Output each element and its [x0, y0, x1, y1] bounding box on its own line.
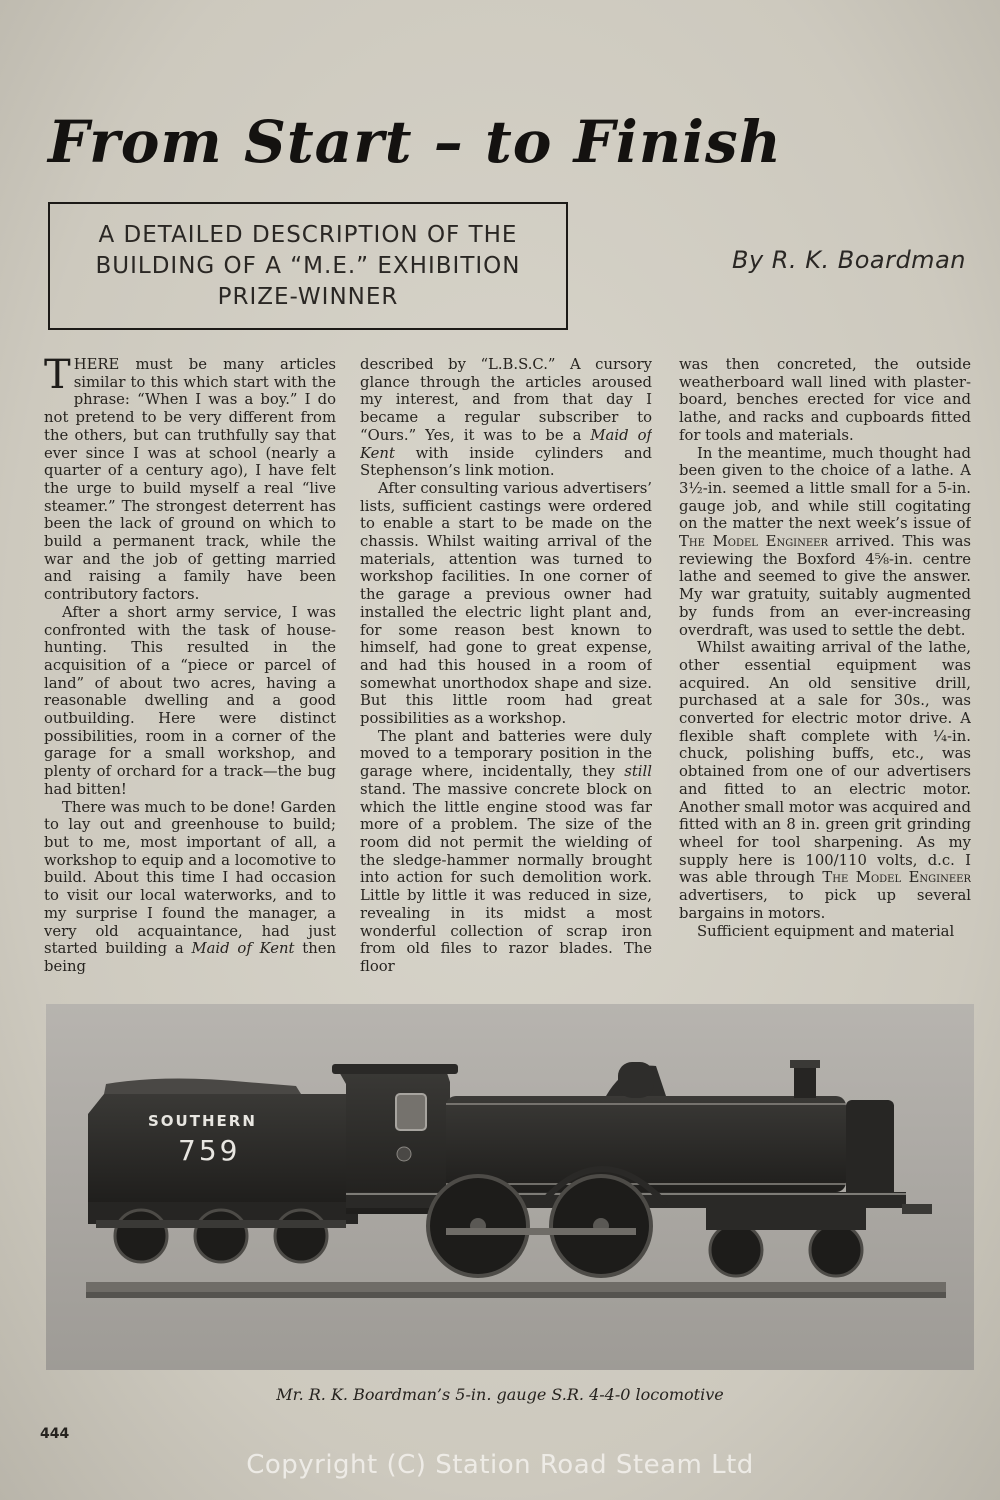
italic-text: still — [624, 763, 652, 781]
paragraph — [44, 356, 336, 604]
tender-number: 759 — [178, 1134, 241, 1167]
page-number: 444 — [40, 1426, 70, 1442]
paragraph — [360, 356, 652, 480]
small-caps-text: The Model Engineer — [822, 869, 971, 887]
paragraph-text: HERE must be many articles similar to this which start with the phrase: “When I was a boy.” I do not pretend to be very different from the others, but can truthfully say that ever since I was at school (nearly a quarter of a century ago), I have felt the urge to build myself a real “live steamer.” The strongest deterrent has been the lack of ground on which to build a permanent track, while the war and the job of getting married and raising a family have been contributory factors. — [44, 356, 336, 604]
tender-lettering: SOUTHERN — [148, 1112, 257, 1130]
paragraph — [679, 639, 971, 922]
rail-base — [86, 1292, 946, 1298]
paragraph-text: In the meantime, much thought had been given to the choice of a lathe. A 3½-in. seemed a little small for a 5-in. gauge job, and while still cogitating on the matter the next week’s issue of — [679, 444, 971, 533]
locomotive-photo — [46, 1004, 974, 1370]
photo-caption: Mr. R. K. Boardman’s 5-in. gauge S.R. 4-4-0 locomotive — [276, 1385, 724, 1404]
locomotive-illustration — [46, 1004, 974, 1370]
article-byline: By R. K. Boardman — [732, 246, 966, 274]
article-subtitle: A DETAILED DESCRIPTION OF THE BUILDING OF A “M.E.” EXHIBITION PRIZE-WINNER — [95, 221, 521, 310]
paragraph — [44, 799, 336, 976]
italic-text: Maid of Kent — [360, 426, 652, 462]
paragraph-text: Whilst awaiting arrival of the lathe, other essential equipment was acquired. An old sensitive drill, purchased at a sale for 30s., was converted for electric motor drive. A flexible shaft complete with ¼-in. chuck, polishing buffs, etc., was obtained from one of our advertisers and fitted to an electric motor. Another small motor was acquired and fitted with an 8 in. green grit grinding wheel for tool sharpening. As my supply here is 100/110 volts, d.c. I was able through — [679, 639, 971, 887]
paragraph: After a short army service, I was confronted with the task of house-hunting. This resulted in the acquisition of a “piece or parcel of land” of about two acres, having a reasonable dwelling and a good outbuilding. Here were distinct possibilities, room in a corner of the garage for a small workshop, and plenty of orchard for a track—the bug had bitten! — [44, 603, 336, 798]
paragraph-text: The plant and batteries were duly moved to a temporary position in the garage where, incidentally, they — [360, 727, 652, 781]
text-column-3 — [679, 356, 971, 976]
paragraph-text: advertisers, to pick up several bargains in motors. — [679, 887, 971, 922]
tender — [88, 1078, 358, 1262]
paragraph-text: stand. The massive concrete block on which the little engine stood was far more of a problem. The size of the room did not permit the wielding of the sledge-hammer normally brought into action for such demolition work. Little by little it was reduced in size, revealing in its midst a most wonderful collection of scrap iron from old files to razor blades. The floor — [360, 780, 652, 975]
paragraph-text: There was much to be done! Garden to lay out and greenhouse to build; but to me, most important of all, a workshop to equip and a locomotive to build. About this time I had occasion to visit our local waterworks, and to my surprise I found the manager, a very old acquaintance, had just started building a — [44, 798, 336, 958]
small-caps-text: The Model Engineer — [679, 533, 829, 551]
text-column-1 — [44, 356, 336, 976]
copyright-watermark: Copyright (C) Station Road Steam Ltd — [246, 1450, 754, 1480]
subtitle-box — [48, 202, 568, 330]
paragraph: was then concreted, the outside weatherboard wall lined with plaster-board, benches erected for vice and lathe, and racks and cupboards fitted for tools and materials. — [679, 356, 971, 444]
paragraph — [679, 445, 971, 640]
rail — [86, 1282, 946, 1292]
text-column-2 — [360, 356, 652, 976]
drop-cap: T — [44, 356, 71, 398]
paragraph-text: described by “L.B.S.C.” A cursory glance through the articles aroused my interest, and from that day I became a regular subscriber to “Ours.” Yes, it was to be a — [360, 356, 652, 444]
paragraph-text: arrived. This was reviewing the Boxford 4⅝-in. centre lathe and seemed to give the answer. My war gratuity, suitably augmented by funds from an ever-increasing overdraft, was used to settle the debt. — [679, 533, 971, 639]
paragraph — [360, 728, 652, 976]
paragraph-text: with inside cylinders and Stephenson’s link motion. — [360, 444, 652, 480]
paragraph: After consulting various advertisers’ lists, sufficient castings were ordered to enable a start to be made on the chassis. Whilst waiting arrival of the materials, attention was turned to workshop facilities. In one corner of the garage a previous owner had installed the electric light plant and, for some reason best known to himself, had gone to great expense, and had this housed in a room of somewhat unorthodox shape and size. But this little room had great possibilities as a workshop. — [360, 479, 652, 728]
italic-text: Maid of Kent — [191, 940, 295, 958]
paragraph: Sufficient equipment and material — [697, 922, 955, 940]
buffer-beam — [902, 1204, 932, 1214]
article-title: From Start – to Finish — [48, 108, 782, 176]
paragraph-text: then being — [44, 940, 336, 975]
